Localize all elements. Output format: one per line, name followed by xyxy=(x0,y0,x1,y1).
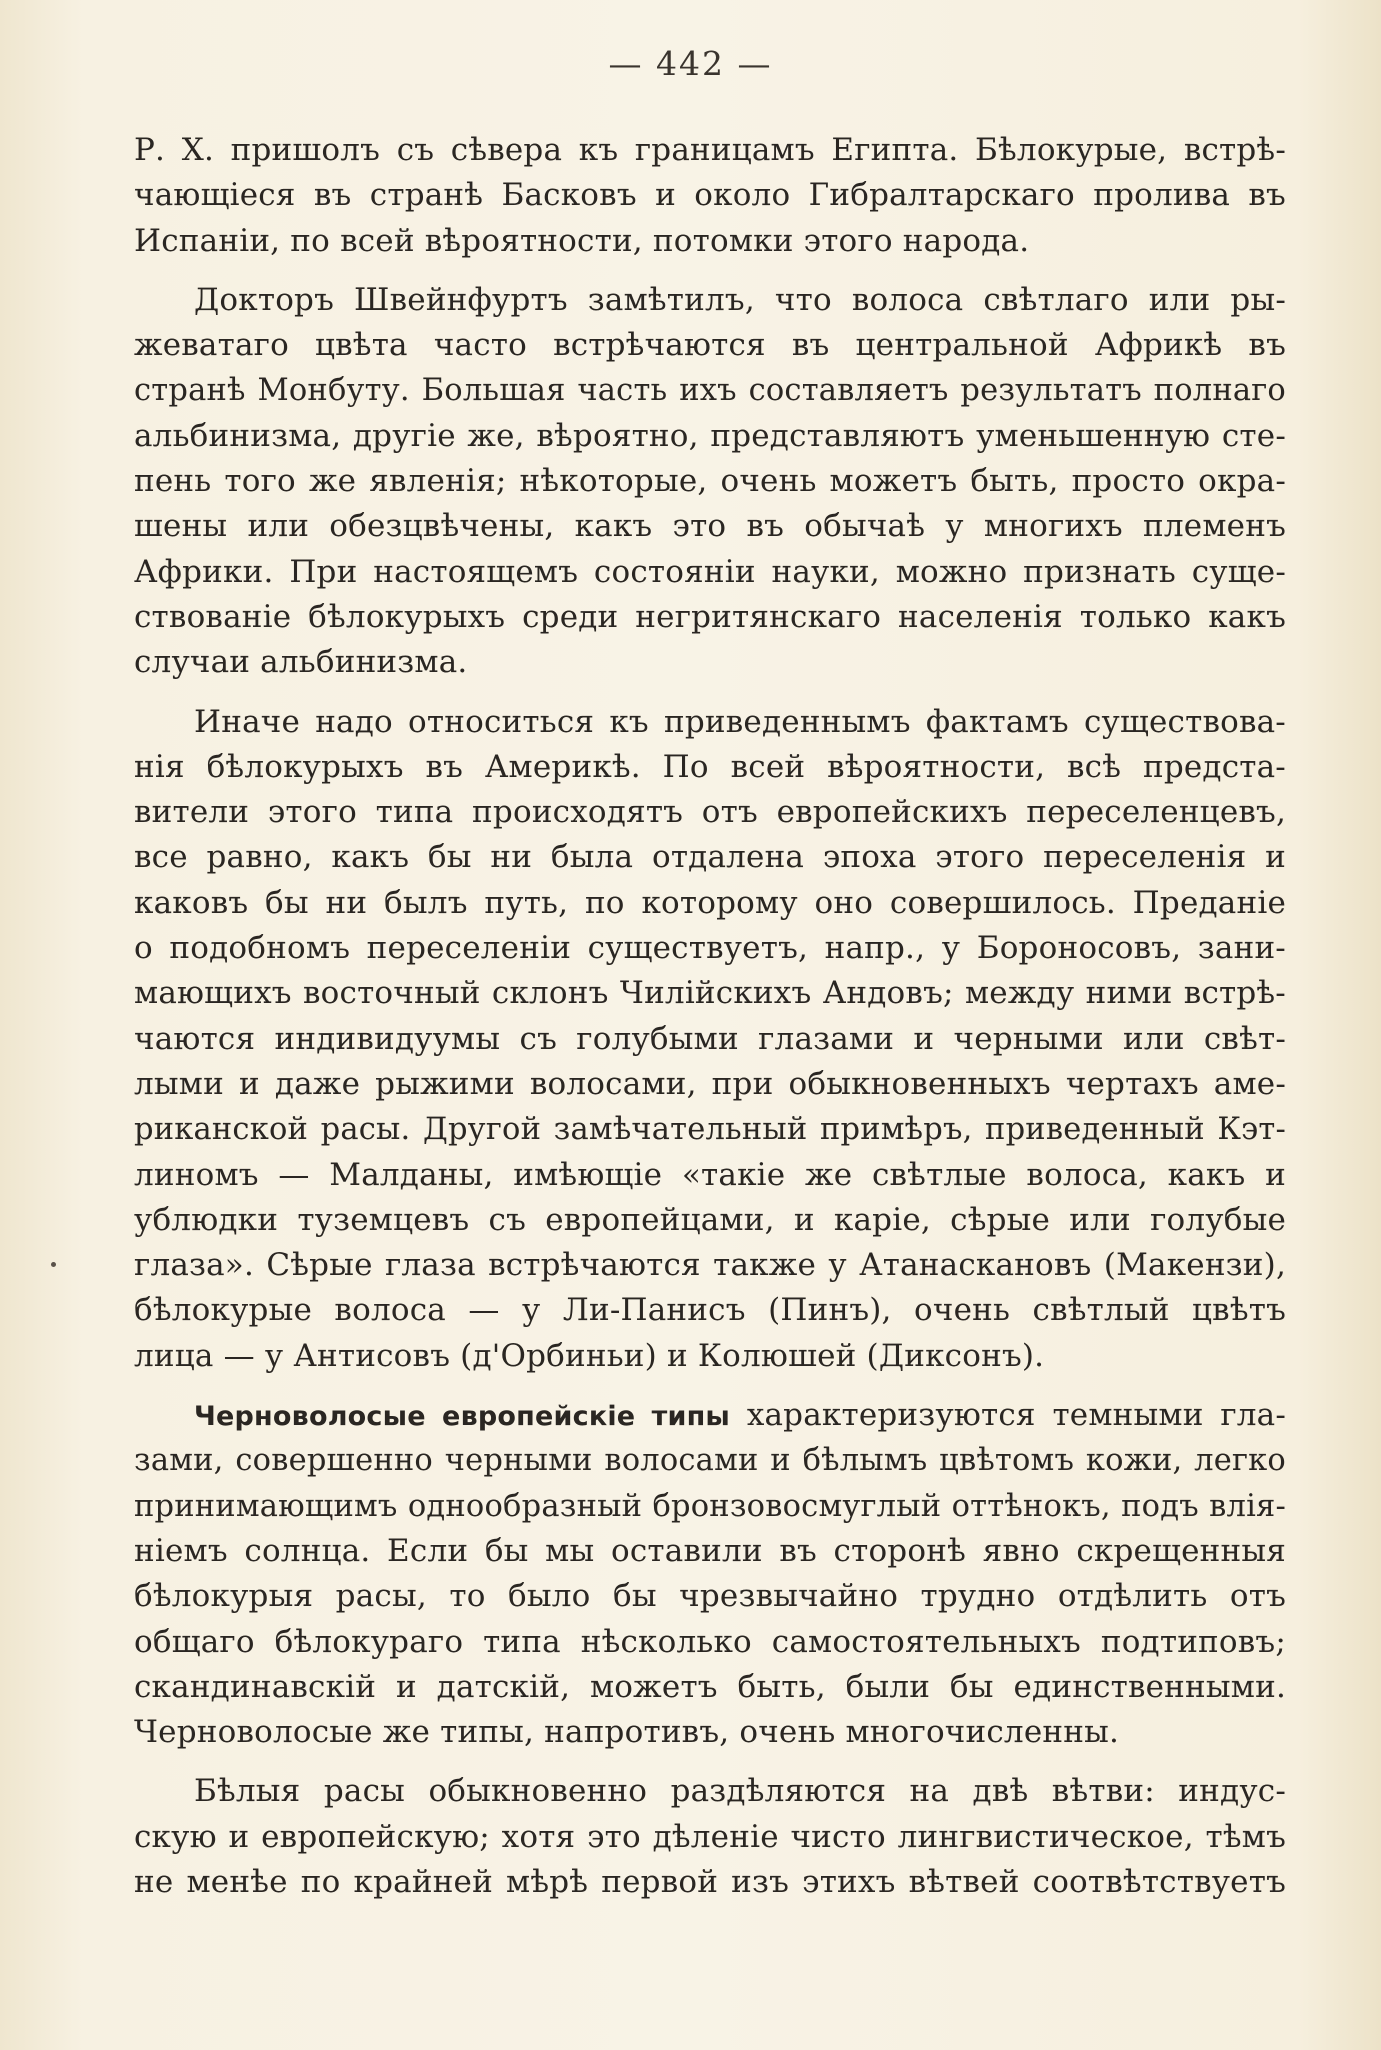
text-line: жеватаго цвѣта часто встрѣчаются въ центральной Африкѣ въ xyxy=(134,327,1286,364)
text-line: Африки. При настоящемъ состояніи науки, можно признать суще- xyxy=(134,553,1286,590)
text-line: чающіеся въ странѣ Басковъ и около Гибралтарскаго пролива въ xyxy=(134,177,1286,214)
text-line: Испаніи, по всей вѣроятности, потомки этого народа. xyxy=(134,222,1030,259)
text-line: бѣлокурые волоса — у Ли-Панисъ (Пинъ), очень свѣтлый цвѣтъ xyxy=(134,1292,1286,1329)
text-line: вители этого типа происходятъ отъ европейскихъ переселенцевъ, xyxy=(134,794,1286,831)
body-text xyxy=(134,128,1286,1919)
ink-speck xyxy=(51,1262,56,1267)
text-line: все равно, какъ бы ни была отдалена эпоха этого переселенія и xyxy=(134,839,1286,876)
text-line: мающихъ восточный склонъ Чилійскихъ Андовъ; между ними встрѣ- xyxy=(134,975,1286,1012)
text-line: Иначе надо относиться къ приведеннымъ фактамъ существова- xyxy=(194,703,1286,740)
paragraph-1 xyxy=(134,128,1286,264)
text-line: Бѣлыя расы обыкновенно раздѣляются на двѣ вѣтви: индус- xyxy=(194,1773,1286,1810)
paragraph-5 xyxy=(134,1769,1286,1905)
text-line: ублюдки туземцевъ съ европейцами, и каріе, сѣрые или голубые xyxy=(134,1201,1286,1238)
page-number: — 442 — xyxy=(608,44,773,83)
text-line: линомъ — Малданы, имѣющіе «такіе же свѣтлые волоса, какъ и xyxy=(134,1156,1286,1193)
text-line: странѣ Монбуту. Большая часть ихъ составляетъ результатъ полнаго xyxy=(134,373,1286,409)
text-line: скандинавскій и датскій, можетъ быть, были бы единственными. xyxy=(134,1668,1286,1705)
text-line: риканской расы. Другой замѣчательный примѣръ, приведенный Кэт- xyxy=(134,1112,1286,1148)
text-line: случаи альбинизма. xyxy=(134,644,468,681)
text-line: Р. Х. пришолъ съ сѣвера къ границамъ Египта. Бѣлокурые, встрѣ- xyxy=(134,132,1286,168)
text-line: ніемъ солнца. Если бы мы оставили въ сторонѣ явно скрещенныя xyxy=(134,1532,1286,1569)
paragraph-3 xyxy=(134,700,1286,1379)
text-line: Докторъ Швейнфуртъ замѣтилъ, что волоса свѣтлаго или ры- xyxy=(194,281,1286,318)
text-line: лица — у Антисовъ (д'Орбиньи) и Колюшей (Диксонъ). xyxy=(134,1337,1045,1374)
text-line: о подобномъ переселеніи существуетъ, напр., у Бороносовъ, зани- xyxy=(134,930,1286,967)
text-line: зами, совершенно черными волосами и бѣлымъ цвѣтомъ кожи, легко xyxy=(134,1443,1286,1479)
text-line: альбинизма, другіе же, вѣроятно, представляютъ уменьшенную сте- xyxy=(134,417,1286,454)
text-line-rest: характеризуются темными гла- xyxy=(730,1397,1287,1434)
text-line xyxy=(134,1393,1286,1438)
text-line: лыми и даже рыжими волосами, при обыкновенныхъ чертахъ аме- xyxy=(134,1065,1286,1102)
bold-lead-term: Черноволосые европейскіе типы xyxy=(194,1401,731,1433)
text-line: чаются индивидуумы съ голубыми глазами и черными или свѣт- xyxy=(134,1020,1286,1057)
text-line: общаго бѣлокураго типа нѣсколько самостоятельныхъ подтиповъ; xyxy=(134,1623,1286,1660)
paragraph-2 xyxy=(134,278,1286,686)
text-line: нія бѣлокурыхъ въ Америкѣ. По всей вѣроятности, всѣ предста- xyxy=(134,748,1286,785)
text-line: ствованіе бѣлокурыхъ среди негритянскаго населенія только какъ xyxy=(134,598,1286,635)
text-line: не менѣе по крайней мѣрѣ первой изъ этихъ вѣтвей соотвѣтствуетъ xyxy=(134,1863,1286,1900)
text-line: глаза». Сѣрые глаза встрѣчаются также у Атанаскановъ (Макензи), xyxy=(134,1247,1286,1284)
text-line: принимающимъ однообразный бронзовосмуглый оттѣнокъ, подъ влія- xyxy=(134,1488,1286,1524)
text-line: Черноволосые же типы, напротивъ, очень многочисленны. xyxy=(134,1714,1120,1751)
paragraph-4 xyxy=(134,1393,1286,1755)
text-line: бѣлокурыя расы, то было бы чрезвычайно трудно отдѣлить отъ xyxy=(134,1578,1286,1615)
text-line: пень того же явленія; нѣкоторые, очень можетъ быть, просто окра- xyxy=(134,463,1286,500)
text-line: шены или обезцвѣчены, какъ это въ обычаѣ у многихъ племенъ xyxy=(134,508,1286,545)
text-line: скую и европейскую; хотя это дѣленіе чисто лингвистическое, тѣмъ xyxy=(134,1818,1286,1855)
text-line: каковъ бы ни былъ путь, по которому оно совершилось. Преданіе xyxy=(134,884,1286,921)
